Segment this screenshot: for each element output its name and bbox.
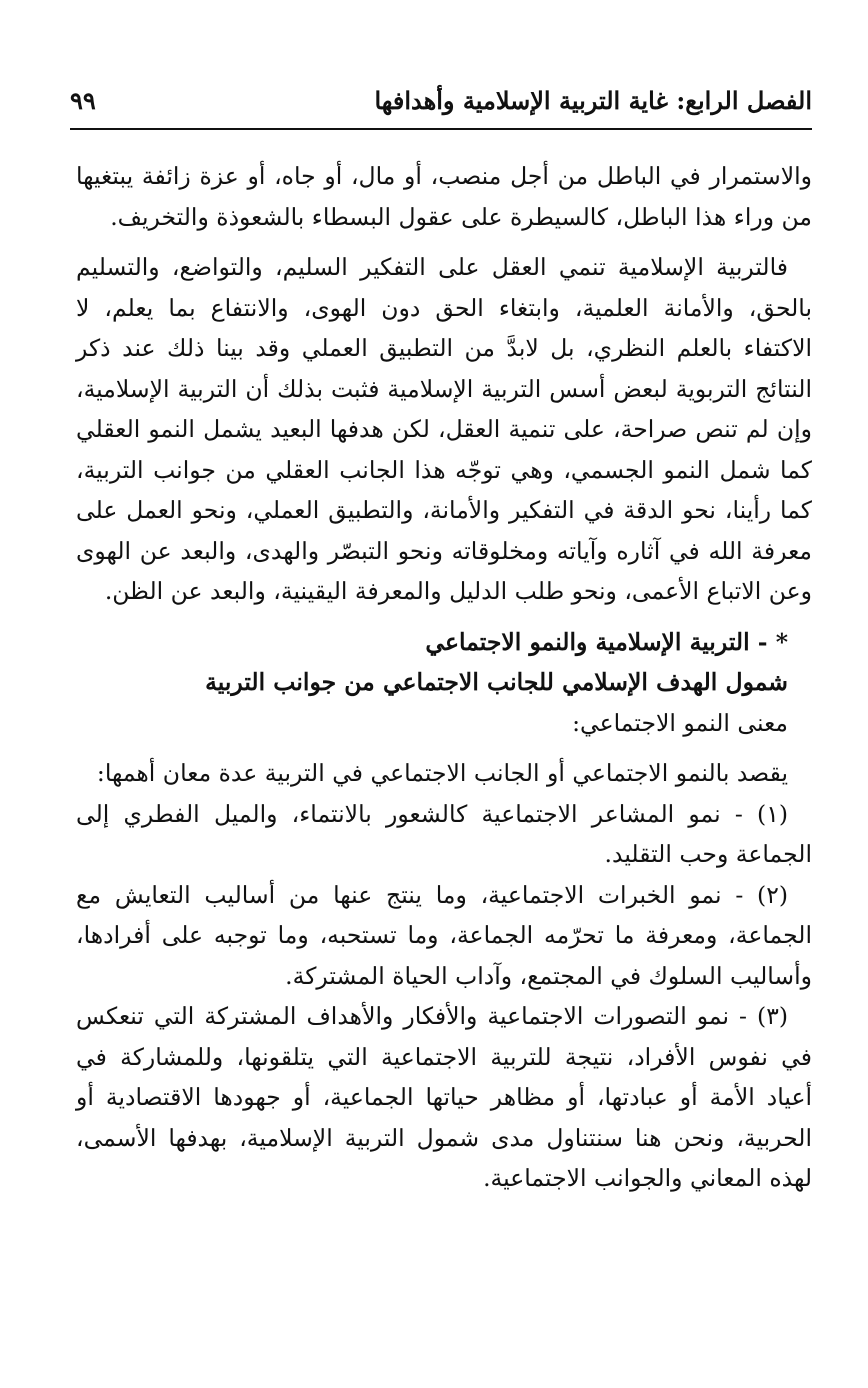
section-heading-social: * - التربية الإسلامية والنمو الاجتماعي <box>425 627 788 656</box>
meaning-label: معنى النمو الاجتماعي: <box>572 708 788 737</box>
chapter-title: الفصل الرابع: غاية التربية الإسلامية وأهدافها <box>374 86 812 115</box>
paragraph-intellect: فالتربية الإسلامية تنمي العقل على التفكير السليم، والتواضع، والتسليم بالحق، والأمانة العلمية، وابتغاء الحق دون الهوى، والانتفاع بما يعلم، لا الاكتفاء بالعلم النظري، بل لابدَّ من التطبيق العملي وقد بينا ذلك عند ذكر النتائج التربوية لبعض أسس التربية الإسلامية فثبت بذلك أن التربية الإسلامية، وإن لم تنص صراحة، على تنمية العقل، لكن هدفها البعيد يشمل النمو العقلي كما شمل النمو الجسمي، وهي توجّه هذا الجانب العقلي من جوانب التربية، كما رأينا، نحو الدقة في التفكير والأمانة، والتطبيق العملي، ونحو العمل على معرفة الله في آثاره وآياته ومخلوقاته ونحو التبصّر والهدى، والبعد عن الهوى وعن الاتباع الأعمى، ونحو طلب الدليل والمعرفة اليقينية، والبعد عن الظن. <box>76 253 812 605</box>
running-header <box>70 86 812 122</box>
meaning-intro: يقصد بالنمو الاجتماعي أو الجانب الاجتماعي في التربية عدة معان أهمها: <box>96 759 788 787</box>
page-number: ٩٩ <box>70 86 96 115</box>
page-body <box>76 156 812 1199</box>
list-item-2: (٢) - نمو الخبرات الاجتماعية، وما ينتج عنها من أساليب التعايش مع الجماعة، ومعرفة ما تحرّمه الجماعة، وما تستحبه، وما توجبه على أفرادها، وأساليب السلوك في المجتمع، وآداب الحياة المشتركة. <box>76 880 812 990</box>
paragraph-continuation: والاستمرار في الباطل من أجل منصب، أو مال، أو جاه، أو عزة زائفة يبتغيها من وراء هذا الباطل، كالسيطرة على عقول البسطاء بالشعوذة والتخريف. <box>76 162 812 231</box>
list-item-3: (٣) - نمو التصورات الاجتماعية والأفكار والأهداف المشتركة التي تنعكس في نفوس الأفراد، نتيجة للتربية الاجتماعية التي يتلقونها، وللمشاركة في أعياد الأمة أو عبادتها، أو مظاهر حياتها الجماعية، أو جهودها الاقتصادية أو الحربية، ونحن هنا سنتناول مدى شمول التربية الإسلامية، بهدفها الأسمى، لهذه المعاني والجوانب الاجتماعية. <box>76 1002 812 1192</box>
list-item-1: (١) - نمو المشاعر الاجتماعية كالشعور بالانتماء، والميل الفطري إلى الجماعة وحب التقليد. <box>76 799 812 868</box>
subheading-scope: شمول الهدف الإسلامي للجانب الاجتماعي من جوانب التربية <box>205 668 788 696</box>
header-rule <box>70 128 812 130</box>
